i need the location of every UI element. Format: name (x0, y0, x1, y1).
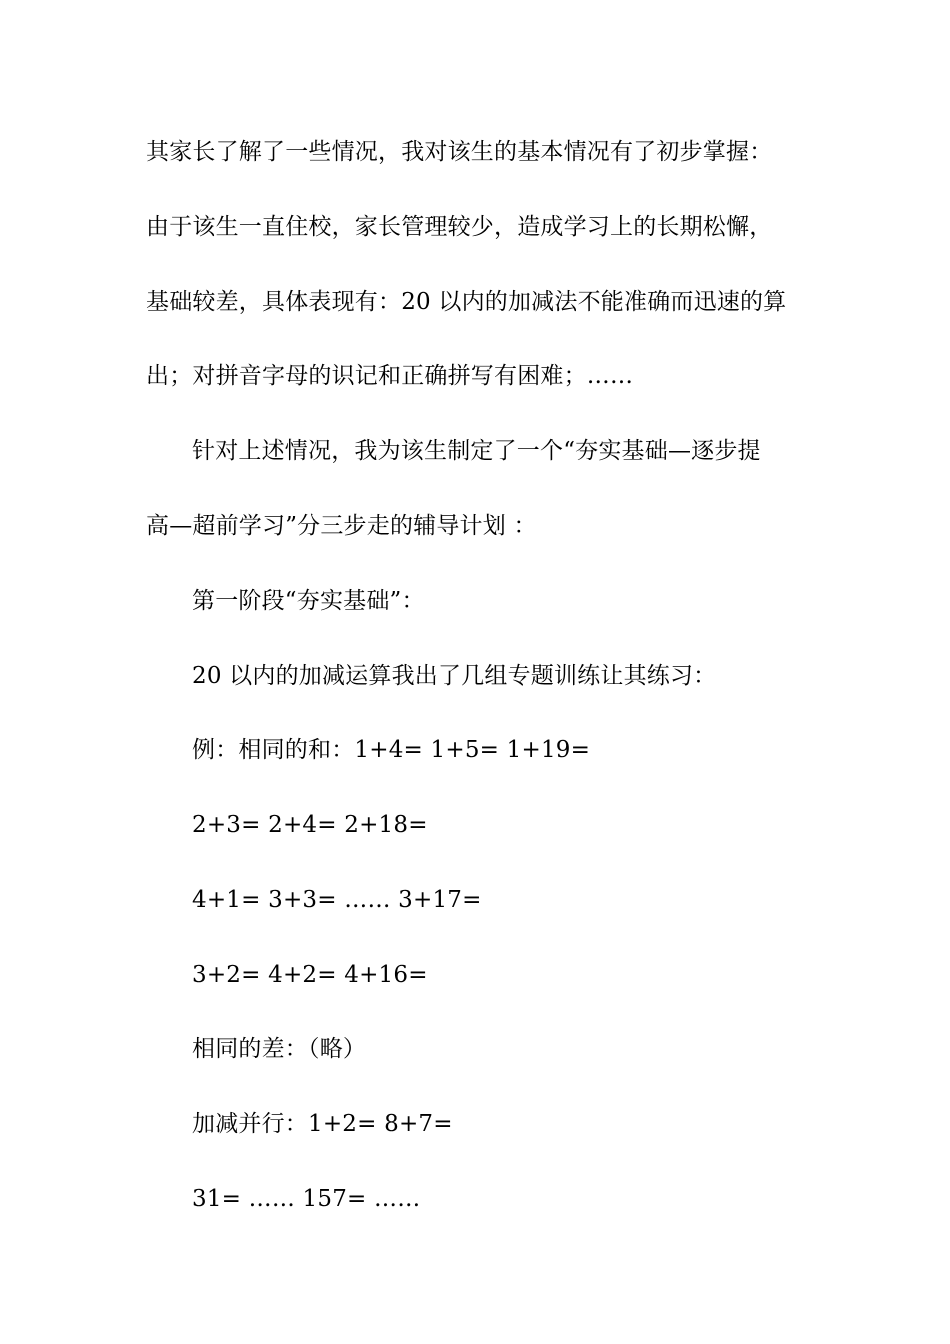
exercise-line: 4+1= 3+3= …… 3+17= (192, 887, 482, 913)
exercise-line: 31= …… 157= …… (192, 1186, 421, 1212)
section-heading: 第一阶段“夯实基础”： (192, 588, 425, 614)
paragraph-line: 高—超前学习”分三步走的辅导计划 ： (146, 513, 537, 539)
paragraph-line: 针对上述情况，我为该生制定了一个“夯实基础—逐步提 (192, 438, 761, 464)
paragraph-line: 其家长了解了一些情况，我对该生的基本情况有了初步掌握： (146, 139, 773, 165)
exercise-line: 加减并行：1+2= 8+7= (192, 1111, 453, 1137)
paragraph-line: 出；对拼音字母的识记和正确拼写有困难；…… (146, 363, 634, 389)
paragraph-line: 基础较差，具体表现有：20 以内的加减法不能准确而迅速的算 (146, 289, 787, 315)
exercise-line: 相同的差：（略） (192, 1036, 367, 1062)
exercise-line: 3+2= 4+2= 4+16= (192, 962, 428, 988)
exercise-line: 例：相同的和：1+4= 1+5= 1+19= (192, 737, 591, 763)
exercise-line: 2+3= 2+4= 2+18= (192, 812, 428, 838)
paragraph-line: 由于该生一直住校，家长管理较少，造成学习上的长期松懈， (146, 214, 773, 240)
paragraph-line: 20 以内的加减运算我出了几组专题训练让其练习： (192, 663, 717, 689)
